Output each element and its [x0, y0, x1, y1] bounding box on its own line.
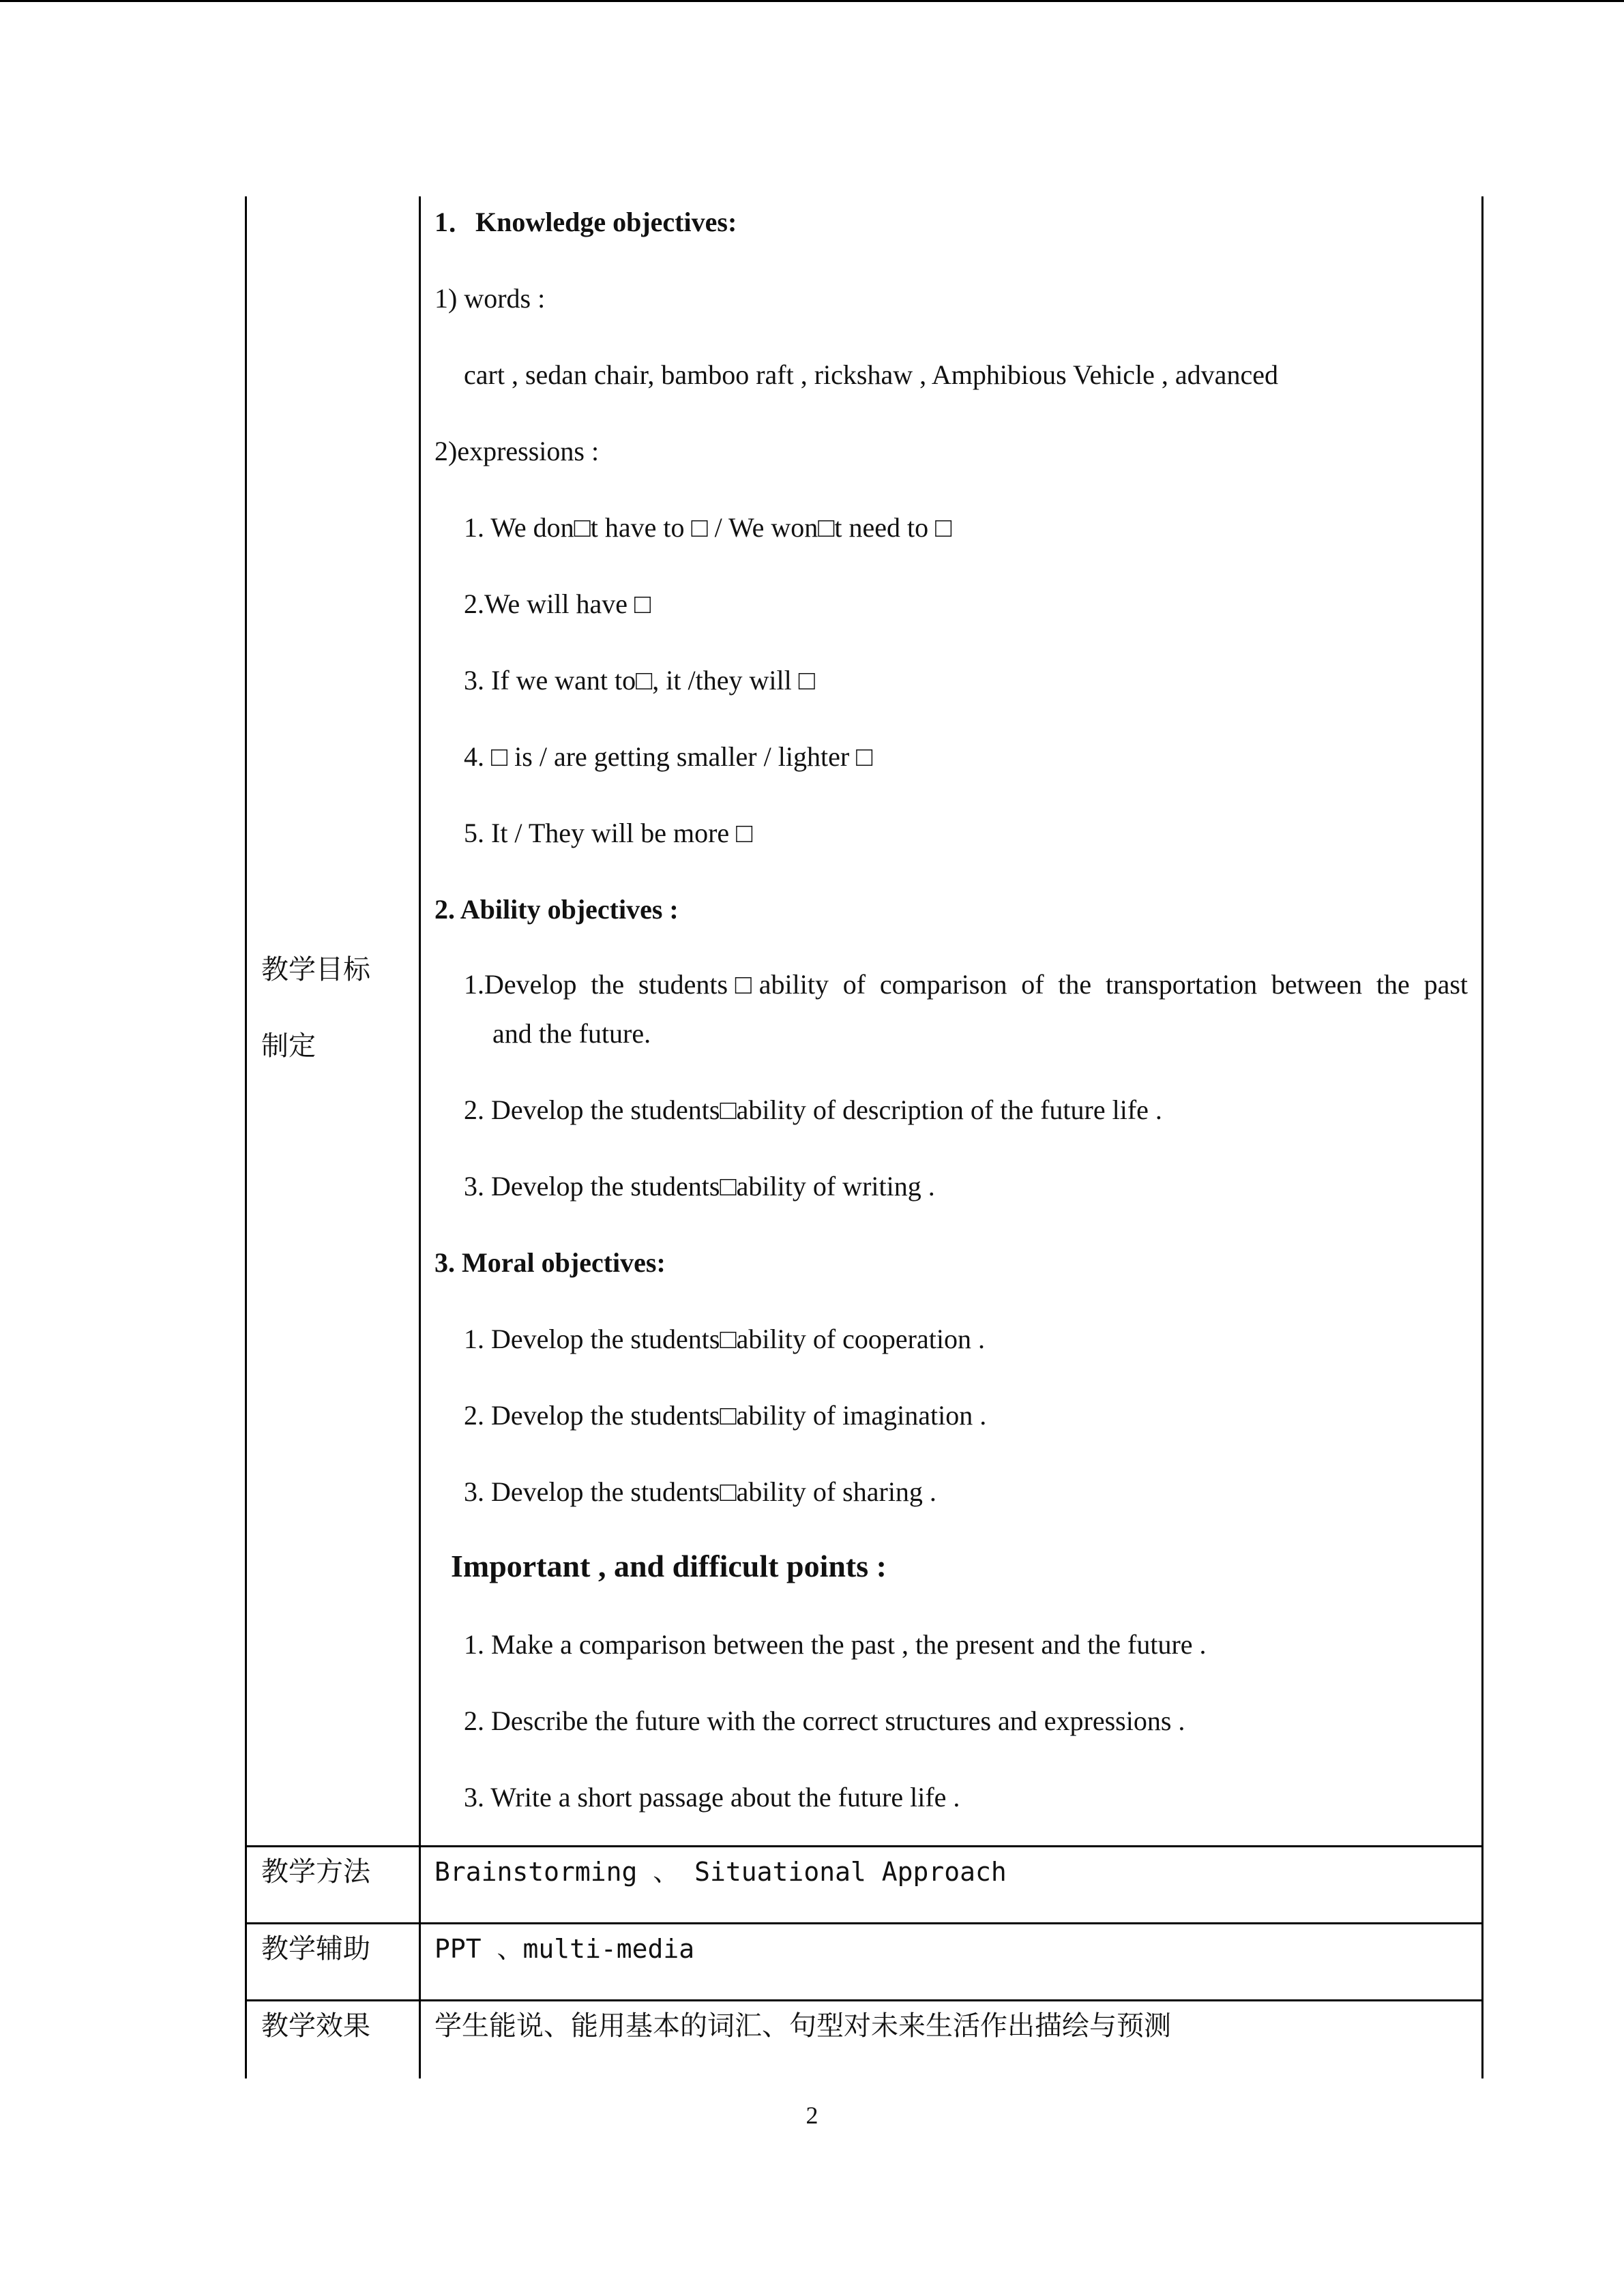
expression-item: 2.We will have □	[464, 588, 651, 619]
words-heading: 1) words :	[434, 283, 546, 314]
expression-item: 3. If we want to□, it /they will □	[464, 665, 815, 696]
words-list: cart , sedan chair, bamboo raft , rickshaw , Amphibious Vehicle , advanced	[464, 359, 1278, 390]
table-right-border	[1481, 196, 1483, 2078]
aids-value: PPT 、multi-media	[434, 1934, 695, 1964]
moral-objectives-title: 3. Moral objectives:	[434, 1247, 666, 1278]
moral-item: 1. Develop the students□ability of cooperation .	[464, 1324, 985, 1354]
moral-item: 2. Develop the students□ability of imagination .	[464, 1400, 987, 1431]
ability-objectives-title: 2. Ability objectives :	[434, 894, 679, 925]
effects-label: 教学效果	[261, 2010, 370, 2042]
row-divider-effects	[245, 1999, 1483, 2001]
objectives-label-line-2: 制定	[261, 1030, 316, 1062]
moral-item: 3. Develop the students□ability of sharing .	[464, 1476, 936, 1507]
row-divider-methods	[245, 1845, 1483, 1847]
methods-label: 教学方法	[261, 1856, 370, 1888]
methods-value: Brainstorming 、 Situational Approach	[434, 1857, 1007, 1887]
row-divider-aids	[245, 1922, 1483, 1924]
expression-item: 5. It / They will be more □	[464, 818, 753, 848]
expressions-heading: 2)expressions :	[434, 436, 600, 466]
effects-value: 学生能说、能用基本的词汇、句型对未来生活作出描绘与预测	[434, 2010, 1171, 2042]
table-left-border	[245, 196, 247, 2078]
expression-item: 1. We don□t have to □ / We won□t need to □	[464, 512, 952, 543]
ability-item: 2. Develop the students□ability of description of the future life .	[464, 1094, 1162, 1125]
page-number: 2	[806, 2102, 818, 2129]
ability-item-1-line-2: and the future.	[492, 1018, 651, 1049]
important-points-title: Important , and difficult points :	[451, 1549, 887, 1583]
expression-item: 4. □ is / are getting smaller / lighter □	[464, 741, 873, 772]
important-item: 2. Describe the future with the correct structures and expressions .	[464, 1705, 1185, 1736]
aids-label: 教学辅助	[261, 1933, 370, 1965]
ability-item-1-line-1: 1.Develop the students□ability of comparison of the transportation between the past	[464, 969, 1468, 1000]
knowledge-objectives-title: 1．Knowledge objectives:	[434, 207, 737, 237]
important-item: 1. Make a comparison between the past , the present and the future .	[464, 1629, 1207, 1660]
ability-item: 3. Develop the students□ability of writing .	[464, 1171, 935, 1202]
table-column-divider	[419, 196, 421, 2078]
page-top-border	[0, 0, 1624, 2]
important-item: 3. Write a short passage about the future life .	[464, 1782, 960, 1813]
objectives-label-line-1: 教学目标	[261, 954, 370, 985]
